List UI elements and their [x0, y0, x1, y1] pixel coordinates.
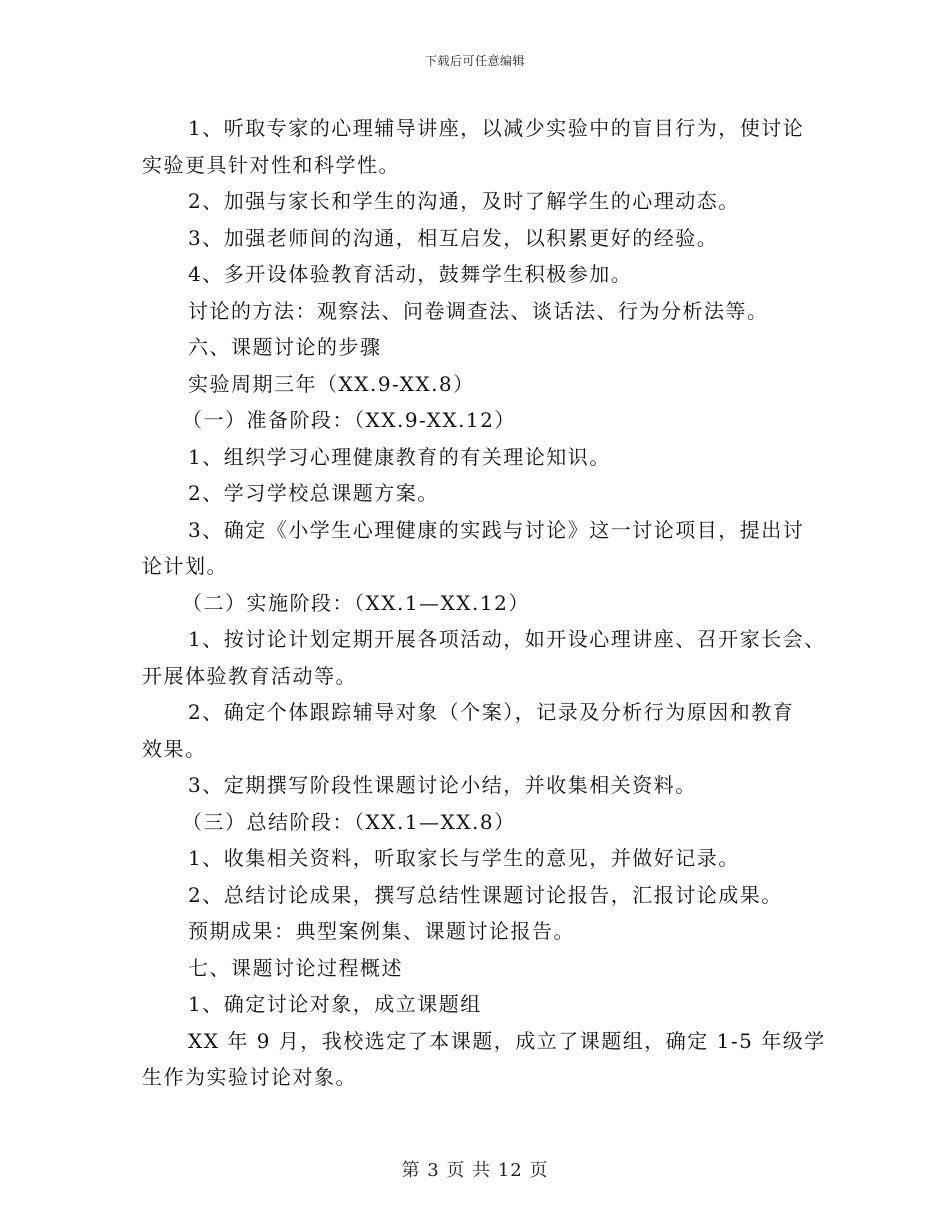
paragraph-line: 实验更具针对性和科学性。: [142, 152, 400, 177]
paragraph-line: 1、听取专家的心理辅导讲座，以减少实验中的盲目行为，使讨论: [188, 116, 805, 140]
paragraph-line: 1、按讨论计划定期开展各项活动，如开设心理讲座、召开家长会、: [188, 627, 826, 651]
paragraph-line: 2、加强与家长和学生的沟通，及时了解学生的心理动态。: [188, 189, 740, 213]
paragraph-line: 2、学习学校总课题方案。: [188, 481, 439, 505]
paragraph-line: 1、组织学习心理健康教育的有关理论知识。: [188, 444, 611, 469]
paragraph-line: 3、确定《小学生心理健康的实践与讨论》这一讨论项目，提出讨: [188, 517, 805, 542]
paragraph-line: 生作为实验讨论对象。: [142, 1065, 357, 1089]
paragraph-line: 4、多开设体验教育活动，鼓舞学生积极参加。: [188, 262, 633, 286]
page-number: 第 3 页 共 12 页: [401, 1160, 549, 1181]
paragraph-line: 效果。: [142, 736, 207, 761]
subsection-heading: （一）准备阶段：（XX.9-XX.12）: [182, 408, 516, 432]
section-heading: 六、课题讨论的步骤: [188, 335, 382, 359]
section-heading: 七、课题讨论过程概述: [188, 955, 403, 980]
paragraph-line: XX 年 9 月，我校选定了本课题，成立了课题组，确定 1-5 年级学: [188, 1028, 826, 1053]
paragraph-line: 讨论的方法：观察法、问卷调查法、谈话法、行为分析法等。: [188, 298, 769, 323]
paragraph-line: 3、加强老师间的沟通，相互启发，以积累更好的经验。: [188, 225, 719, 250]
document-body: [142, 110, 826, 1096]
paragraph-line: 1、确定讨论对象，成立课题组: [188, 992, 482, 1016]
subsection-heading: （二）实施阶段：（XX.1—XX.12）: [182, 590, 530, 615]
paragraph-line: 论计划。: [142, 554, 228, 578]
subsection-heading: （三）总结阶段：（XX.1—XX.8）: [182, 809, 516, 834]
paragraph-line: 1、收集相关资料，听取家长与学生的意见，并做好记录。: [188, 846, 740, 870]
paragraph-line: 2、总结讨论成果，撰写总结性课题讨论报告，汇报讨论成果。: [188, 882, 783, 907]
paragraph-line: 实验周期三年（XX.9-XX.8）: [188, 371, 475, 396]
paragraph-line: 开展体验教育活动等。: [142, 663, 357, 688]
paragraph-line: 预期成果：典型案例集、课题讨论报告。: [188, 919, 575, 943]
page-header: 下载后可任意编辑: [424, 54, 525, 68]
paragraph-line: 2、确定个体跟踪辅导对象（个案），记录及分析行为原因和教育: [188, 700, 795, 724]
paragraph-line: 3、定期撰写阶段性课题讨论小结，并收集相关资料。: [188, 773, 697, 797]
